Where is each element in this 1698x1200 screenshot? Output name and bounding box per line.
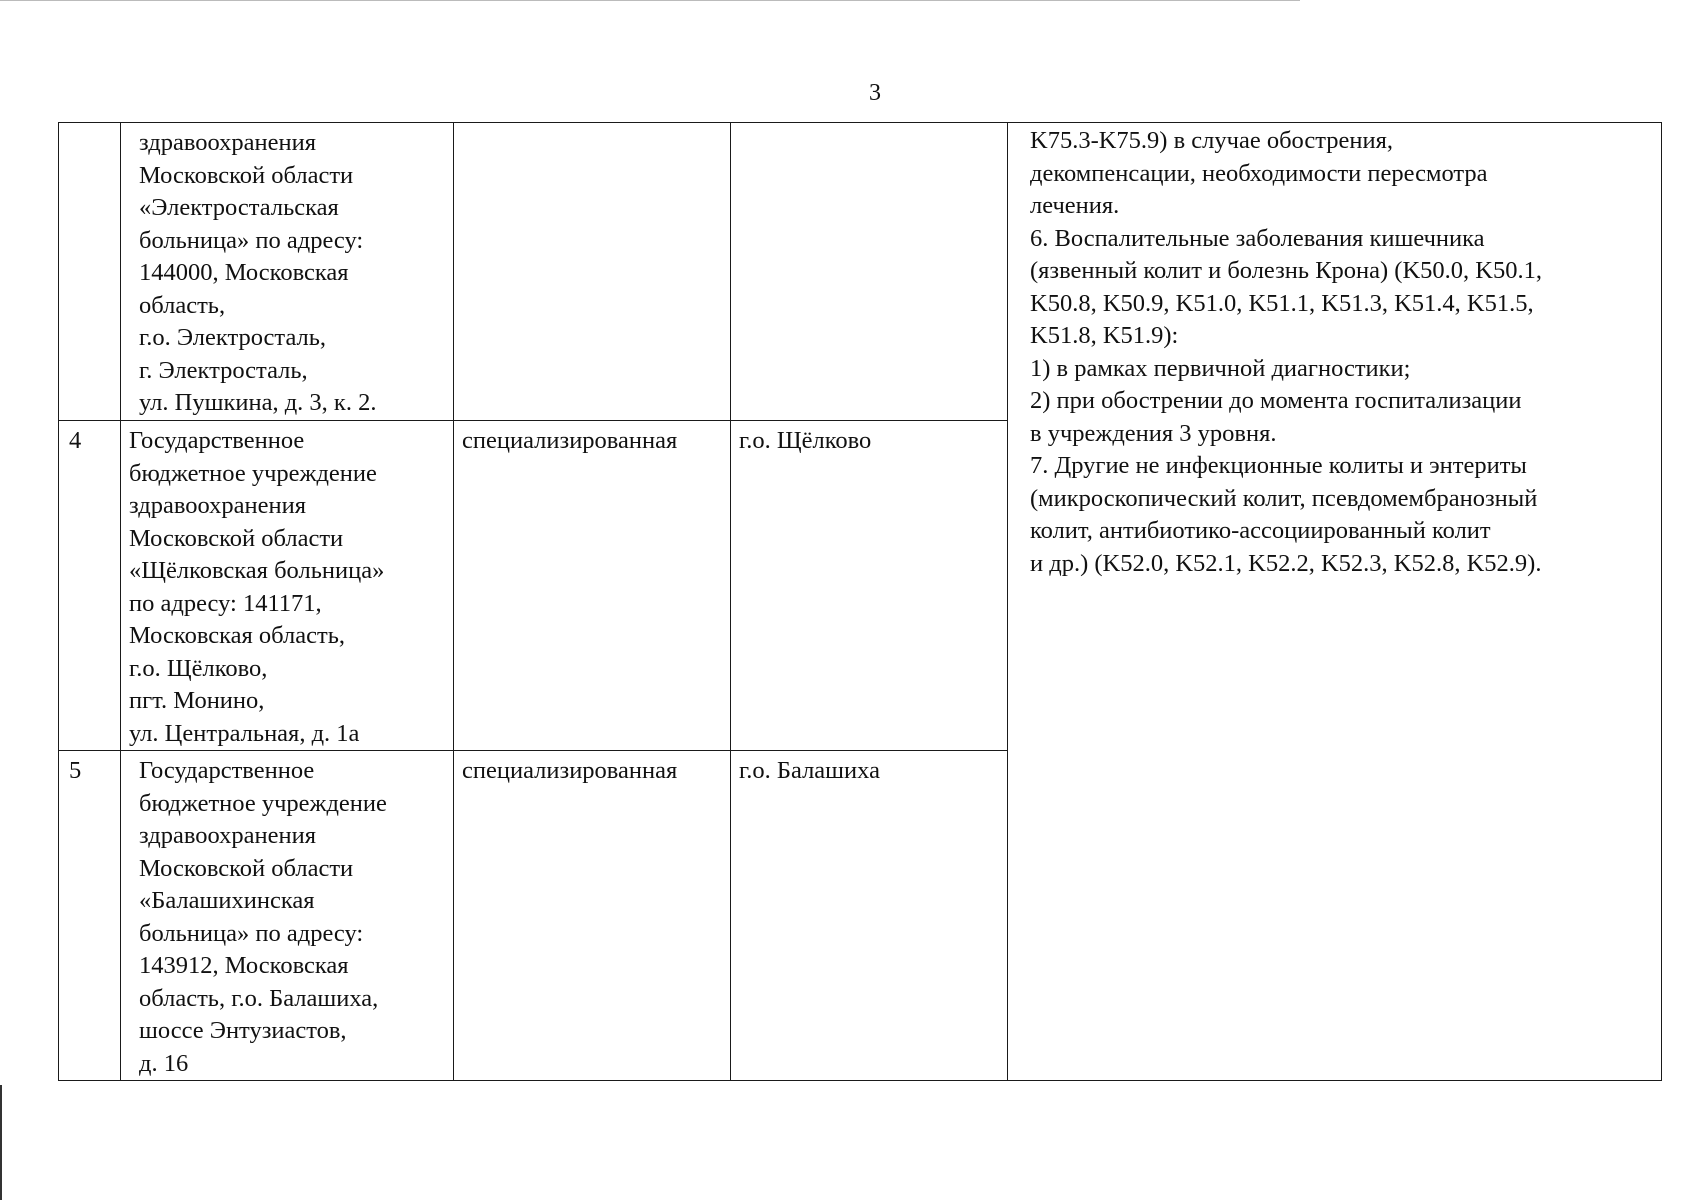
institution-line: г. Электросталь, [139, 356, 308, 384]
institution-line: Государственное [139, 757, 315, 784]
institution-line: область, г.о. Балашиха, [139, 984, 379, 1012]
condition-line: 2) при обострении до момента госпитализации [1030, 387, 1522, 414]
institution-line: больница» по адресу: [139, 226, 364, 254]
institution-line: бюджетное учреждение [139, 789, 387, 817]
care-type-cell [454, 123, 731, 421]
care-type-cell: специализированная [454, 421, 731, 751]
institution-line: здравоохранения [129, 492, 306, 519]
district-cell: г.о. Балашиха [731, 751, 1008, 1081]
institution-line: здравоохранения [139, 822, 316, 849]
institution-line: пгт. Монино, [129, 687, 265, 714]
institution-line: г.о. Электросталь, [139, 324, 327, 351]
condition-line: колит, антибиотико-ассоциированный колит [1030, 517, 1491, 544]
condition-line: 1) в рамках первичной диагностики; [1030, 354, 1411, 382]
institution-line: «Балашихинская [139, 887, 315, 914]
institution-cell [121, 123, 454, 421]
institution-line: Московская область, [129, 622, 346, 649]
condition-line: K51.8, K51.9): [1030, 322, 1179, 349]
row-number: 4 [59, 421, 121, 751]
condition-line: и др.) (K52.0, K52.1, K52.2, K52.3, K52.8, K52.9). [1030, 549, 1542, 577]
condition-line: K75.3-K75.9) в случае обострения, [1030, 127, 1394, 154]
condition-line: декомпенсации, необходимости пересмотра [1030, 159, 1488, 187]
institution-line: здравоохранения [139, 129, 316, 156]
condition-line: K50.8, K50.9, K51.0, K51.1, K51.3, K51.4, K51.5, [1030, 289, 1534, 317]
institution-line: г.о. Щёлково, [129, 654, 268, 682]
institution-line: Государственное [129, 427, 305, 454]
institution-line: бюджетное учреждение [129, 459, 377, 487]
care-type-cell: специализированная [454, 751, 731, 1081]
scan-edge-top [0, 0, 1300, 1]
condition-line: (язвенный колит и болезнь Крона) (K50.0, K50.1, [1030, 257, 1542, 284]
page-number: 3 [869, 80, 881, 106]
condition-line: в учреждения 3 уровня. [1030, 419, 1277, 447]
institution-line: область, [139, 291, 226, 319]
institution-line: «Щёлковская больница» [129, 557, 385, 584]
institution-line: ул. Центральная, д. 1а [129, 719, 360, 747]
condition-line: 6. Воспалительные заболевания кишечника [1030, 224, 1485, 252]
institution-line: 143912, Московская [139, 952, 349, 979]
row-number: 5 [59, 751, 121, 1081]
institution-cell [121, 421, 454, 751]
institution-line: Московской области [139, 161, 354, 189]
institution-line: шоссе Энтузиастов, [139, 1017, 347, 1044]
institution-line: 144000, Московская [139, 259, 349, 286]
table-row [59, 123, 1662, 421]
institution-line: ул. Пушкина, д. 3, к. 2. [139, 389, 377, 416]
institution-line: Московской области [129, 524, 344, 552]
institution-line: Московской области [139, 854, 354, 882]
row-number [59, 123, 121, 421]
institution-cell [121, 751, 454, 1081]
conditions-cell [1008, 123, 1662, 1081]
condition-line: лечения. [1030, 192, 1120, 219]
institution-line: «Электростальская [139, 194, 339, 221]
condition-line: (микроскопический колит, псевдомембранозный [1030, 484, 1538, 512]
institution-line: по адресу: 141171, [129, 589, 322, 617]
district-cell [731, 123, 1008, 421]
facilities-table [58, 122, 1662, 1081]
condition-line: 7. Другие не инфекционные колиты и энтериты [1030, 452, 1527, 479]
scan-edge-left [0, 1085, 2, 1200]
institution-line: д. 16 [139, 1049, 189, 1077]
institution-line: больница» по адресу: [139, 919, 364, 947]
district-cell: г.о. Щёлково [731, 421, 1008, 751]
